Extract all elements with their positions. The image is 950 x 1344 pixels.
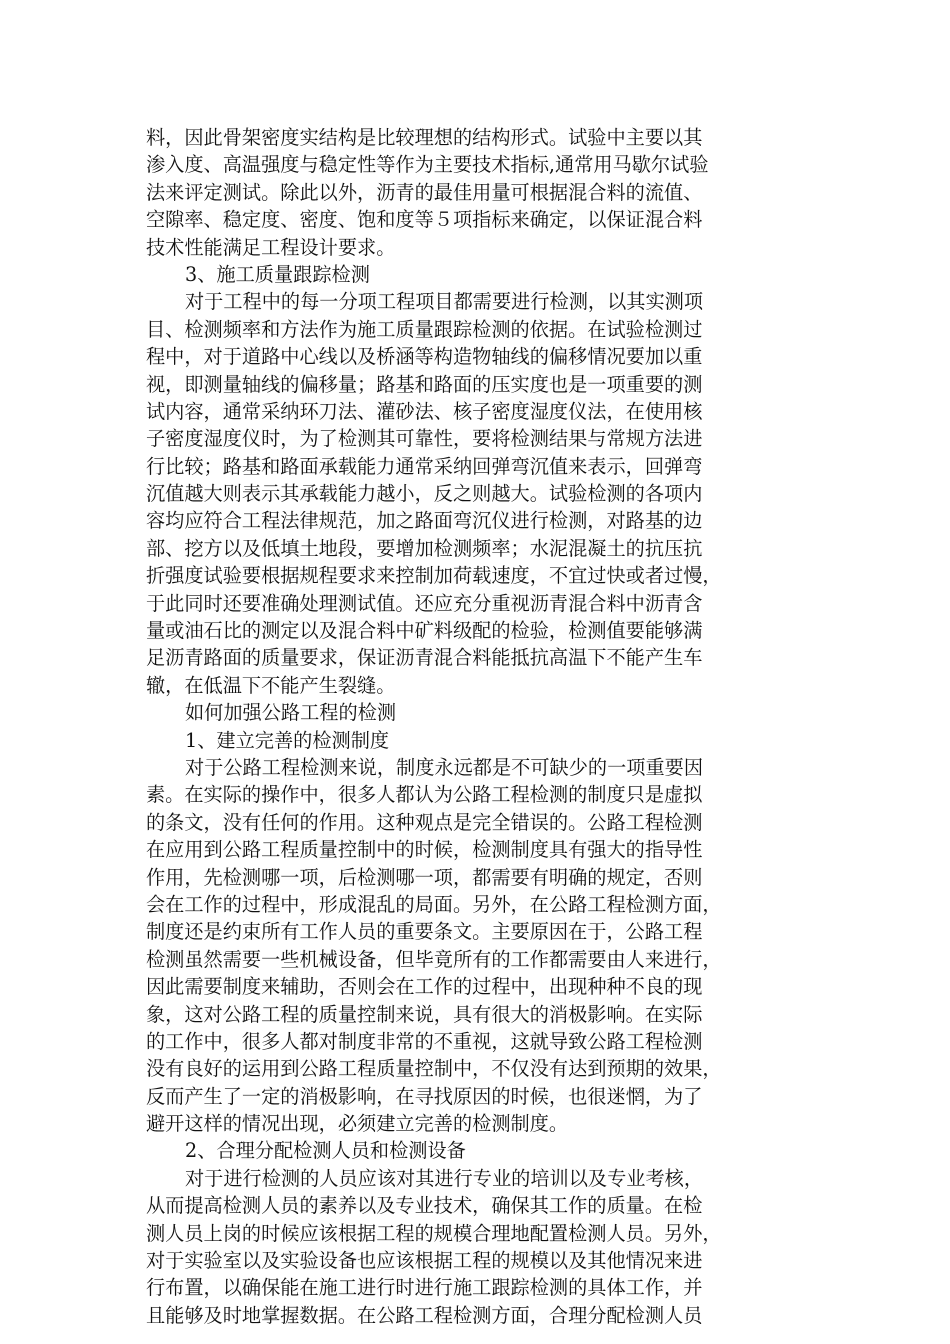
- text-line: 视，即测量轴线的偏移量；路基和路面的压实度也是一项重要的测: [146, 372, 703, 396]
- text-line: 会在工作的过程中，形成混乱的局面。另外，在公路工程检测方面，: [146, 892, 722, 916]
- text-line: 技术性能满足工程设计要求。: [146, 235, 396, 259]
- text-line: 反而产生了一定的消极影响，在寻找原因的时候，也很迷惘，为了: [146, 1084, 703, 1108]
- text-line: 容均应符合工程法律规范，加之路面弯沉仪进行检测，对路基的边: [146, 509, 703, 533]
- text-line: 对于实验室以及实验设备也应该根据工程的规模以及其他情况来进: [146, 1249, 703, 1273]
- text-line: 量或油石比的测定以及混合料中矿料级配的检验，检测值要能够满: [146, 619, 703, 643]
- text-line: 行布置，以确保能在施工进行时进行施工跟踪检测的具体工作，并: [146, 1276, 703, 1300]
- text-line: 在应用到公路工程质量控制中的时候，检测制度具有强大的指导性: [146, 838, 703, 862]
- text-line: 制度还是约束所有工作人员的重要条文。主要原因在于，公路工程: [146, 920, 703, 944]
- text-line: 作用，先检测哪一项，后检测哪一项，都需要有明确的规定，否则: [146, 865, 703, 889]
- text-line: 象，这对公路工程的质量控制来说，具有很大的消极影响。在实际: [146, 1002, 703, 1026]
- text-line: 辙，在低温下不能产生裂缝。: [146, 673, 396, 697]
- text-line: 没有良好的运用到公路工程质量控制中，不仅没有达到预期的效果，: [146, 1057, 722, 1081]
- text-line: 素。在实际的操作中，很多人都认为公路工程检测的制度只是虚拟: [146, 783, 703, 807]
- paragraph-start-line: 对于进行检测的人员应该对其进行专业的培训以及专业考核，: [185, 1166, 704, 1190]
- text-line: 足沥青路面的质量要求，保证沥青混合料能抵抗高温下不能产生车: [146, 646, 703, 670]
- text-line: 子密度湿度仪时，为了检测其可靠性，要将检测结果与常规方法进: [146, 427, 703, 451]
- text-line: 测人员上岗的时候应该根据工程的规模合理地配置检测人员。另外，: [146, 1221, 722, 1245]
- text-line: 检测虽然需要一些机械设备，但毕竟所有的工作都需要由人来进行，: [146, 947, 722, 971]
- text-line: 行比较；路基和路面承载能力通常采纳回弹弯沉值来表示，回弹弯: [146, 454, 703, 478]
- text-line: 沉值越大则表示其承载能力越小，反之则越大。试验检测的各项内: [146, 482, 703, 506]
- text-line: 且能够及时地掌握数据。在公路工程检测方面，合理分配检测人员: [146, 1303, 703, 1327]
- text-line: 的条文，没有任何的作用。这种观点是完全错误的。公路工程检测: [146, 810, 703, 834]
- text-line: 渗入度、高温强度与稳定性等作为主要技术指标,通常用马歇尔试验: [146, 153, 709, 177]
- paragraph-start-line: 对于公路工程检测来说，制度永远都是不可缺少的一项重要因: [185, 755, 704, 779]
- text-line: 空隙率、稳定度、密度、饱和度等５项指标来确定，以保证混合料: [146, 208, 703, 232]
- paragraph-start-line: 如何加强公路工程的检测: [185, 701, 397, 725]
- paragraph-start-line: 3、施工质量跟踪检测: [185, 262, 370, 286]
- text-line: 料，因此骨架密度实结构是比较理想的结构形式。试验中主要以其: [146, 126, 703, 149]
- text-line: 法来评定测试。除此以外，沥青的最佳用量可根据混合料的流值、: [146, 180, 703, 204]
- text-line: 从而提高检测人员的素养以及专业技术，确保其工作的质量。在检: [146, 1194, 703, 1218]
- text-line: 的工作中，很多人都对制度非常的不重视，这就导致公路工程检测: [146, 1029, 703, 1053]
- text-line: 避开这样的情况出现，必须建立完善的检测制度。: [146, 1112, 569, 1136]
- document-body: [146, 124, 798, 1329]
- text-line: 折强度试验要根据规程要求来控制加荷载速度，不宜过快或者过慢，: [146, 564, 722, 588]
- paragraph-start-line: 对于工程中的每一分项工程项目都需要进行检测，以其实测项: [185, 290, 704, 314]
- text-line: 于此同时还要准确处理测试值。还应充分重视沥青混合料中沥青含: [146, 591, 703, 615]
- text-line: 目、检测频率和方法作为施工质量跟踪检测的依据。在试验检测过: [146, 317, 703, 341]
- text-line: 部、挖方以及低填土地段，要增加检测频率；水泥混凝土的抗压抗: [146, 536, 703, 560]
- text-line: 试内容，通常采纳环刀法、灌砂法、核子密度湿度仪法，在使用核: [146, 399, 703, 423]
- text-line: 因此需要制度来辅助，否则会在工作的过程中，出现种种不良的现: [146, 975, 703, 999]
- paragraph-start-line: 1、建立完善的检测制度: [185, 728, 390, 752]
- paragraph-start-line: 2、合理分配检测人员和检测设备: [185, 1139, 466, 1163]
- text-line: 程中，对于道路中心线以及桥涵等构造物轴线的偏移情况要加以重: [146, 345, 703, 369]
